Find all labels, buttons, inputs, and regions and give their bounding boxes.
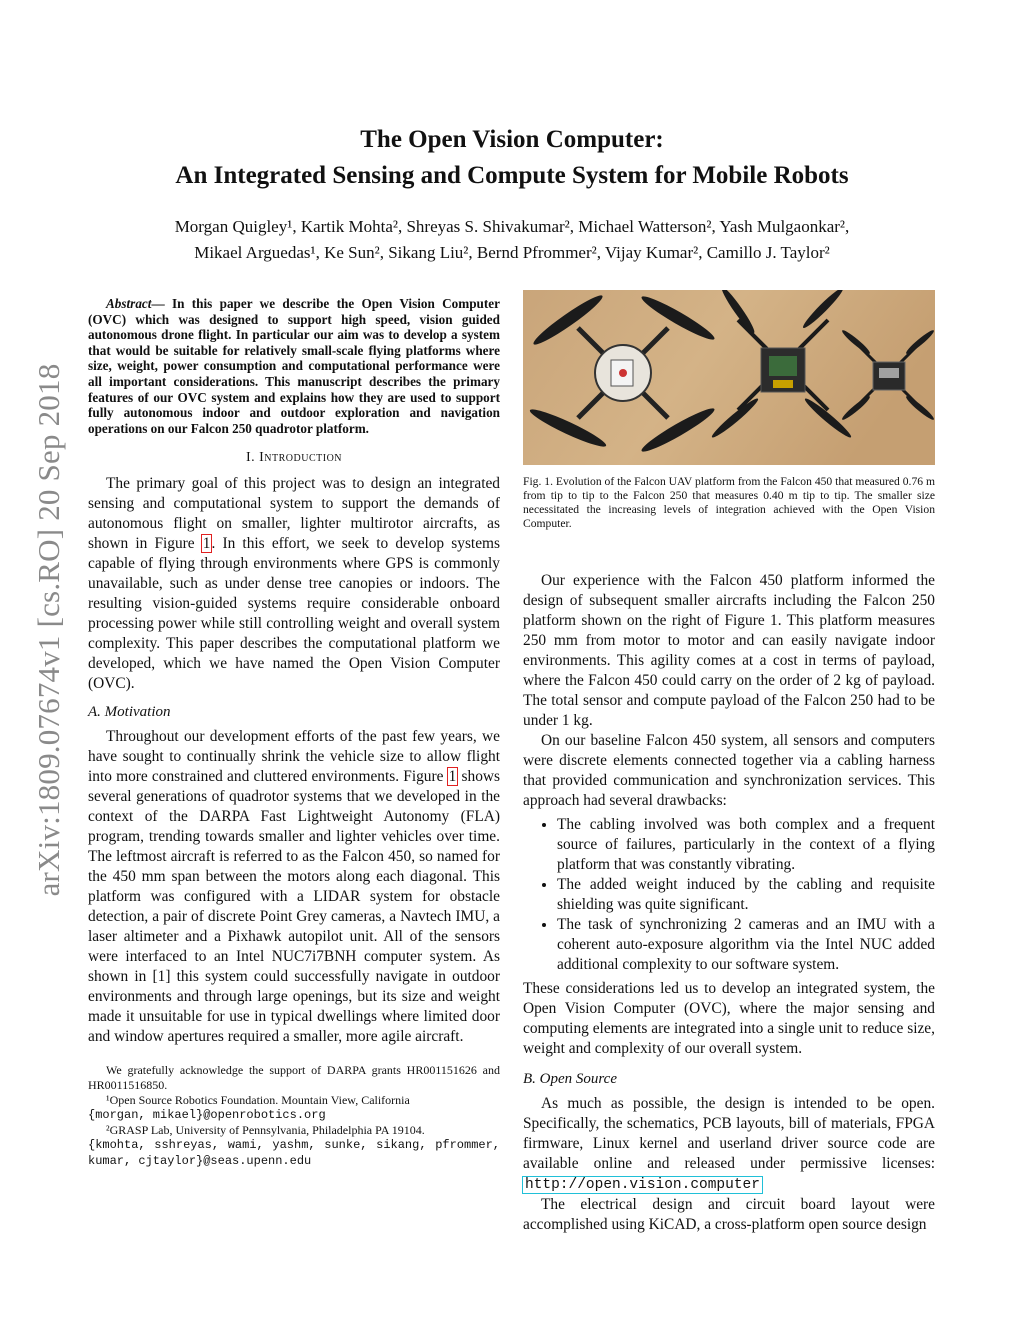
- authors-line-2: Mikael Arguedas¹, Ke Sun², Sikang Liu², Bernd Pfrommer², Vijay Kumar², Camillo J. Taylor²: [194, 243, 830, 262]
- footnote-affiliation-2: ²GRASP Lab, University of Pennsylvania, Philadelphia PA 19104.: [106, 1122, 425, 1137]
- right-paragraph-1: Our experience with the Falcon 450 platform informed the design of subsequent smaller aircrafts including the Falcon 250 platform shown on the right of Figure 1. This platform measures 250 mm from motor to motor and can easily navigate indoor environments. This agility comes at a cost in terms of payload, where the Falcon 450 could carry on the order of 2 kg of payload. The total sensor and compute payload of the Falcon 250 had to be under 1 kg.: [523, 572, 935, 729]
- subsection-heading-motivation: A. Motivation: [88, 704, 171, 721]
- figure-caption-text: Fig. 1. Evolution of the Falcon UAV platform from the Falcon 450 that measured 0.76 m from tip to tip to the Falcon 250 that measures 0.40 m tip to tip. The smaller size necessitated the increasing levels of integration achieved with the Open Vision Computer.: [523, 475, 935, 530]
- title-line-2: An Integrated Sensing and Compute System for Mobile Robots: [175, 162, 849, 189]
- footnote-emails-1: {morgan, mikael}@openrobotics.org: [88, 1108, 326, 1123]
- abstract-text: — In this paper we describe the Open Vision Computer (OVC) which was designed to support high speed, vision guided autonomous drone flight. In particular our aim was to develop a system that would be suitable for relatively small-scale flying platforms where size, weight, power consumption and computational performance were all important considerations. This manuscript describes the primary features of our OVC system and explains how they are used to support fully autonomous indoor and outdoor exploration and navigation operations on our Falcon 250 quadrotor platform.: [88, 296, 500, 436]
- figure-ref-link[interactable]: 1: [202, 535, 211, 553]
- footnote-affiliation-1: ¹Open Source Robotics Foundation. Mountain View, California: [106, 1092, 410, 1107]
- open-source-paragraph: As much as possible, the design is intended to be open. Specifically, the schematics, PCB layouts, bill of materials, FPGA firmware, Linux kernel and userland driver source code are available online and released under permissive licenses: http://open.vision.computer: [523, 1095, 935, 1193]
- figure-ref-link[interactable]: 1: [448, 768, 457, 786]
- drone-photo-illustration: [523, 290, 935, 465]
- figure-drone-photo: [523, 290, 935, 465]
- intro-paragraph: The primary goal of this project was to design an integrated sensing and computational system to support the demands of autonomous flight on smaller, lighter multirotor aircrafts, as shown in Figure 1. In this effort, we seek to develop systems capable of flying through environments where GPS is commonly unavailable, such as under dense tree canopies or indoors. The resulting vision-guided systems require considerable onboard processing power while still controlling weight and overall system complexity. This paper describes the computational platform we developed, which we have named the Open Vision Computer (OVC).: [88, 475, 500, 693]
- project-url-link[interactable]: http://open.vision.computer: [525, 1177, 760, 1193]
- figure-caption: [523, 475, 935, 531]
- authors-line-1: Morgan Quigley¹, Kartik Mohta², Shreyas S. Shivakumar², Michael Watterson², Yash Mulgaonkar²,: [174, 217, 850, 236]
- left-column: [88, 296, 500, 1169]
- abstract-label: Abstract: [106, 296, 152, 311]
- right-paragraph-5: The electrical design and circuit board layout were accomplished using KiCAD, a cross-platform open source design: [523, 1196, 935, 1233]
- list-item: • The added weight induced by the cabling and requisite shielding was quite significant.: [557, 875, 935, 915]
- arxiv-stamp: [28, 300, 70, 960]
- drawbacks-list: [523, 815, 935, 975]
- section-heading-introduction: I. Introduction: [245, 450, 343, 466]
- subsection-heading-open-source: B. Open Source: [523, 1071, 617, 1087]
- right-paragraph-2: On our baseline Falcon 450 system, all sensors and computers were discrete elements connected together via a cabling harness that provided communication and synchronization services. This approach had several drawbacks:: [523, 732, 935, 809]
- list-item: • The task of synchronizing 2 cameras and an IMU with a coherent auto-exposure algorithm via the Intel NUC added additional complexity to our software system.: [557, 915, 935, 975]
- right-paragraph-3: These considerations led us to develop an integrated system, the Open Vision Computer (OVC), where the major sensing and computing elements are integrated into a single unit to reduce size, weight and complexity of our overall system.: [523, 980, 935, 1057]
- list-item: • The cabling involved was both complex and a frequent source of failures, particularly in the context of a flying platform that was constantly vibrating.: [557, 815, 935, 875]
- footnote-grant: We gratefully acknowledge the support of DARPA grants HR001151626 and HR0011516850.: [88, 1063, 500, 1092]
- arxiv-stamp-text: arXiv:1809.07674v1 [cs.RO] 20 Sep 2018: [31, 363, 66, 897]
- paper-title: [0, 122, 1024, 194]
- footnotes: [88, 1063, 500, 1168]
- right-column: [523, 296, 935, 1235]
- title-line-1: The Open Vision Computer:: [360, 126, 664, 153]
- author-list: [100, 214, 924, 266]
- footnote-emails-2: {kmohta, sshreyas, wami, yashm, sunke, sikang, pfrommer, kumar, cjtaylor}@seas.upenn.edu: [88, 1138, 500, 1168]
- motivation-paragraph: Throughout our development efforts of the past few years, we have sought to continually shrink the vehicle size to allow flight into more constrained and cluttered environments. Figure 1 shows several generations of quadrotor systems that we developed in the context of the DARPA Fast Lightweight Autonomy (FLA) program, trending towards smaller and lighter vehicles over time. The leftmost aircraft is referred to as the Falcon 450, so named for the 450 mm span between the motors along each diagonal. This platform was configured with a LIDAR system for obstacle detection, a pair of discrete Point Grey cameras, a Navtech IMU, a laser altimeter and a Pixhawk autopilot unit. All of the sensors were interfaced to an Intel NUC7i7BNH computer system. As shown in [1] this system could successfully navigate in outdoor environments and through large openings, but its size and weight made it unsuitable for use in typical dwellings where limited door and window apertures required a smaller, more agile aircraft.: [88, 728, 500, 1046]
- abstract: [88, 296, 500, 436]
